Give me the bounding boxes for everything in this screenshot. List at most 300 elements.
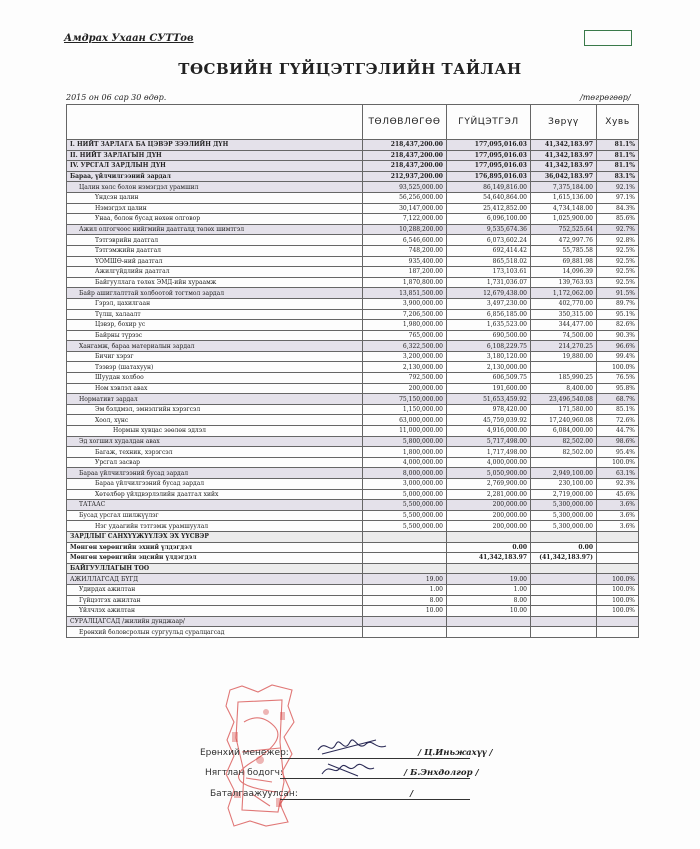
cell-diff: 5,300,000.00 bbox=[531, 510, 597, 521]
currency-unit: /төгрөгөөр/ bbox=[580, 93, 631, 102]
table-row bbox=[67, 563, 639, 574]
cell-actual: 173,103.61 bbox=[447, 267, 531, 278]
cell-diff: 5,300,000.00 bbox=[531, 500, 597, 511]
column-header bbox=[67, 105, 363, 140]
cell-diff bbox=[531, 531, 597, 542]
cell-diff bbox=[531, 616, 597, 627]
cell-label: Унаа, болон бусад нөхөн олговор bbox=[67, 214, 363, 225]
cell-pct: 68.7% bbox=[597, 394, 639, 405]
cell-pct: 85.6% bbox=[597, 214, 639, 225]
table-row bbox=[67, 330, 639, 341]
cell-pct bbox=[597, 542, 639, 553]
cell-actual: 200,000.00 bbox=[447, 500, 531, 511]
cell-plan: 935,400.00 bbox=[363, 256, 447, 267]
cell-pct: 90.3% bbox=[597, 330, 639, 341]
cell-pct: 72.6% bbox=[597, 415, 639, 426]
cell-plan: 5,500,000.00 bbox=[363, 510, 447, 521]
table-row bbox=[67, 404, 639, 415]
cell-label: Ажилгүйдлийн даатгал bbox=[67, 267, 363, 278]
signature-title: Нягтлан бодогч: bbox=[205, 768, 284, 778]
cell-plan: 1,800,000.00 bbox=[363, 447, 447, 458]
cell-plan: 4,000,000.00 bbox=[363, 457, 447, 468]
cell-pct: 81.1% bbox=[597, 150, 639, 161]
cell-actual: 9,535,674.36 bbox=[447, 224, 531, 235]
cell-actual: 41,342,183.97 bbox=[447, 553, 531, 564]
cell-diff bbox=[531, 457, 597, 468]
cell-pct: 100.0% bbox=[597, 574, 639, 585]
cell-label: Нэг удаагийн тэтгэмж урамшуулал bbox=[67, 521, 363, 532]
cell-diff: 19,880.00 bbox=[531, 351, 597, 362]
cell-label: Урсгал засвар bbox=[67, 457, 363, 468]
cell-label: Мөнгөн хөрөнгийн эхний үлдэгдэл bbox=[67, 542, 363, 553]
cell-label: Удирдах ажилтан bbox=[67, 584, 363, 595]
cell-label: Гүйцэтгэх ажилтан bbox=[67, 595, 363, 606]
cell-actual bbox=[447, 531, 531, 542]
budget-table bbox=[66, 104, 639, 638]
cell-label: БАЙГУУЛЛАГЫН ТОО bbox=[67, 563, 363, 574]
cell-pct bbox=[597, 616, 639, 627]
table-row bbox=[67, 267, 639, 278]
cell-actual bbox=[447, 627, 531, 638]
cell-label: Ном хэвлэл авах bbox=[67, 383, 363, 394]
table-row bbox=[67, 362, 639, 373]
cell-plan: 3,900,000.00 bbox=[363, 298, 447, 309]
cell-diff: 139,763.93 bbox=[531, 277, 597, 288]
cell-actual: 6,108,229.75 bbox=[447, 341, 531, 352]
cell-label: Байрны түрээс bbox=[67, 330, 363, 341]
signature-line bbox=[280, 799, 470, 800]
table-row bbox=[67, 341, 639, 352]
cell-diff: 82,502.00 bbox=[531, 447, 597, 458]
cell-label: СУРАЛЦАГСАД /жилийн дунджаар/ bbox=[67, 616, 363, 627]
cell-plan: 212,937,200.00 bbox=[363, 171, 447, 182]
column-header-actual: ГҮЙЦЭТГЭЛ bbox=[447, 105, 531, 140]
cell-plan: 6,546,600.00 bbox=[363, 235, 447, 246]
cell-pct bbox=[597, 531, 639, 542]
cell-pct: 3.6% bbox=[597, 500, 639, 511]
cell-diff: 1,172,062.00 bbox=[531, 288, 597, 299]
cell-actual: 1,635,523.00 bbox=[447, 320, 531, 331]
cell-plan: 63,000,000.00 bbox=[363, 415, 447, 426]
cell-plan bbox=[363, 542, 447, 553]
cell-actual: 4,000,000.00 bbox=[447, 457, 531, 468]
cell-label: Бараа үйлчилгээний бусад зардал bbox=[67, 468, 363, 479]
cell-plan bbox=[363, 553, 447, 564]
cell-pct bbox=[597, 553, 639, 564]
table-row bbox=[67, 224, 639, 235]
cell-actual: 25,412,852.00 bbox=[447, 203, 531, 214]
cell-pct: 91.5% bbox=[597, 288, 639, 299]
cell-label: Цалин хөлс болон нэмэгдэл урамшил bbox=[67, 182, 363, 193]
cell-pct: 82.6% bbox=[597, 320, 639, 331]
cell-diff bbox=[531, 563, 597, 574]
cell-plan: 1,980,000.00 bbox=[363, 320, 447, 331]
cell-diff: 4,734,148.00 bbox=[531, 203, 597, 214]
cell-label: Түлш, халаалт bbox=[67, 309, 363, 320]
cell-label: Ерөнхий боловсролын сургуульд суралцагсад bbox=[67, 627, 363, 638]
cell-actual: 2,769,900.00 bbox=[447, 479, 531, 490]
cell-label: Нормативт зардал bbox=[67, 394, 363, 405]
signature-name: / Б.Энхдолгор / bbox=[404, 768, 479, 778]
cell-diff bbox=[531, 362, 597, 373]
cell-pct: 100.0% bbox=[597, 595, 639, 606]
cell-actual: 978,420.00 bbox=[447, 404, 531, 415]
cell-plan: 30,147,000.00 bbox=[363, 203, 447, 214]
table-row bbox=[67, 235, 639, 246]
table-header-row bbox=[67, 105, 639, 140]
cell-label: АЖИЛЛАГСАД БҮГД bbox=[67, 574, 363, 585]
cell-plan: 5,500,000.00 bbox=[363, 521, 447, 532]
cell-label: ЗАРДЛЫГ САНХҮҮЖҮҮЛЭХ ЭХ ҮҮСВЭР bbox=[67, 531, 363, 542]
column-header-pct: Хувь bbox=[597, 105, 639, 140]
table-row bbox=[67, 489, 639, 500]
cell-label: Хоол, хүнс bbox=[67, 415, 363, 426]
table-row bbox=[67, 447, 639, 458]
cell-label: I. НИЙТ ЗАРЛАГА БА ЦЭВЭР ЗЭЭЛИЙН ДҮН bbox=[67, 140, 363, 151]
cell-plan: 5,800,000.00 bbox=[363, 436, 447, 447]
cell-actual: 200,000.00 bbox=[447, 510, 531, 521]
cell-label: Мөнгөн хөрөнгийн эцсийн үлдэгдэл bbox=[67, 553, 363, 564]
cell-plan bbox=[363, 531, 447, 542]
cell-pct: 92.1% bbox=[597, 182, 639, 193]
table-row bbox=[67, 203, 639, 214]
table-row bbox=[67, 521, 639, 532]
cell-label: Нэмэгдэл цалин bbox=[67, 203, 363, 214]
cell-diff: 41,342,183.97 bbox=[531, 140, 597, 151]
cell-pct: 63.1% bbox=[597, 468, 639, 479]
cell-diff: 14,096.39 bbox=[531, 267, 597, 278]
table-row bbox=[67, 161, 639, 172]
cell-plan bbox=[363, 627, 447, 638]
cell-actual bbox=[447, 563, 531, 574]
cell-actual: 2,281,000.00 bbox=[447, 489, 531, 500]
cell-plan: 187,200.00 bbox=[363, 267, 447, 278]
cell-plan: 218,437,200.00 bbox=[363, 150, 447, 161]
cell-actual: 177,095,016.03 bbox=[447, 150, 531, 161]
table-row bbox=[67, 214, 639, 225]
cell-actual: 3,497,230.00 bbox=[447, 298, 531, 309]
report-title: ТӨСВИЙН ГҮЙЦЭТГЭЛИЙН ТАЙЛАН bbox=[178, 60, 522, 78]
table-row bbox=[67, 500, 639, 511]
cell-label: Бараа үйлчилгээний бусад зардал bbox=[67, 479, 363, 490]
cell-label: Тээвэр (шатахуун) bbox=[67, 362, 363, 373]
cell-pct: 100.0% bbox=[597, 584, 639, 595]
cell-actual: 1,717,498.00 bbox=[447, 447, 531, 458]
cell-label: Шуудан холбоо bbox=[67, 373, 363, 384]
cell-diff: 23,496,540.08 bbox=[531, 394, 597, 405]
table-row bbox=[67, 436, 639, 447]
cell-label: Бусад урсгал шилжүүлэг bbox=[67, 510, 363, 521]
cell-label: Бичиг хэрэг bbox=[67, 351, 363, 362]
cell-actual: 191,600.00 bbox=[447, 383, 531, 394]
table-row bbox=[67, 320, 639, 331]
table-row bbox=[67, 277, 639, 288]
cell-label: ҮОМШӨ-ний даатгал bbox=[67, 256, 363, 267]
cell-pct: 45.6% bbox=[597, 489, 639, 500]
cell-plan: 218,437,200.00 bbox=[363, 140, 447, 151]
cell-diff: 55,785.58 bbox=[531, 245, 597, 256]
cell-pct: 81.1% bbox=[597, 140, 639, 151]
corner-box bbox=[584, 30, 632, 46]
cell-actual: 10.00 bbox=[447, 606, 531, 617]
report-date: 2015 он 06 сар 30 өдөр. bbox=[66, 93, 167, 102]
cell-diff: 344,477.00 bbox=[531, 320, 597, 331]
cell-diff bbox=[531, 627, 597, 638]
cell-label: ТАТААС bbox=[67, 500, 363, 511]
organization-name: Амдрах Ухаан СУТТов bbox=[64, 33, 194, 44]
cell-diff: 230,100.00 bbox=[531, 479, 597, 490]
cell-pct: 85.1% bbox=[597, 404, 639, 415]
cell-label: Үндсэн цалин bbox=[67, 192, 363, 203]
table-row bbox=[67, 627, 639, 638]
signature-name: / Ц.Иньжахүү / bbox=[418, 748, 493, 758]
column-header-diff: Зөрүү bbox=[531, 105, 597, 140]
table-row bbox=[67, 542, 639, 553]
cell-actual bbox=[447, 616, 531, 627]
cell-actual: 54,640,864.00 bbox=[447, 192, 531, 203]
table-row bbox=[67, 298, 639, 309]
table-row bbox=[67, 192, 639, 203]
cell-actual: 606,509.75 bbox=[447, 373, 531, 384]
cell-diff bbox=[531, 606, 597, 617]
cell-diff: 2,949,100.00 bbox=[531, 468, 597, 479]
cell-actual: 692,414.42 bbox=[447, 245, 531, 256]
table-row bbox=[67, 510, 639, 521]
cell-label: Тэтгэмжийн даатгал bbox=[67, 245, 363, 256]
cell-plan: 10,288,200.00 bbox=[363, 224, 447, 235]
cell-label: Эд хогшил худалдан авах bbox=[67, 436, 363, 447]
table-row bbox=[67, 182, 639, 193]
cell-plan: 11,000,000.00 bbox=[363, 426, 447, 437]
cell-pct: 98.6% bbox=[597, 436, 639, 447]
cell-label: Цэвэр, бохир ус bbox=[67, 320, 363, 331]
cell-diff: 41,342,183.97 bbox=[531, 150, 597, 161]
cell-actual: 5,050,900.00 bbox=[447, 468, 531, 479]
cell-actual: 5,717,498.00 bbox=[447, 436, 531, 447]
table-row bbox=[67, 383, 639, 394]
table-row bbox=[67, 531, 639, 542]
cell-actual: 6,073,602.24 bbox=[447, 235, 531, 246]
cell-plan: 2,130,000.00 bbox=[363, 362, 447, 373]
cell-pct: 92.5% bbox=[597, 245, 639, 256]
cell-diff: 752,525.64 bbox=[531, 224, 597, 235]
cell-pct: 95.4% bbox=[597, 447, 639, 458]
cell-label: Хөтөлбөр үйлдвэрлэлийн даатгал хийх bbox=[67, 489, 363, 500]
cell-diff: 36,042,183.97 bbox=[531, 171, 597, 182]
table-row bbox=[67, 351, 639, 362]
cell-label: IV. УРСГАЛ ЗАРДЛЫН ДҮН bbox=[67, 161, 363, 172]
cell-diff: 350,315.00 bbox=[531, 309, 597, 320]
cell-label: Багаж, техник, хэрэгсэл bbox=[67, 447, 363, 458]
cell-label: Ажил олгогчоос нийгмийн даатгалд төлөх шимтгэл bbox=[67, 224, 363, 235]
cell-actual: 1,731,036.07 bbox=[447, 277, 531, 288]
cell-pct: 44.7% bbox=[597, 426, 639, 437]
cell-diff: 69,881.98 bbox=[531, 256, 597, 267]
cell-pct: 92.7% bbox=[597, 224, 639, 235]
handwritten-signature bbox=[318, 758, 398, 782]
cell-diff: 2,719,000.00 bbox=[531, 489, 597, 500]
cell-pct: 83.1% bbox=[597, 171, 639, 182]
cell-plan: 5,500,000.00 bbox=[363, 500, 447, 511]
cell-plan: 8.00 bbox=[363, 595, 447, 606]
cell-plan: 1,150,000.00 bbox=[363, 404, 447, 415]
column-header-plan: ТӨЛӨВЛӨГӨӨ bbox=[363, 105, 447, 140]
cell-plan: 13,851,500.00 bbox=[363, 288, 447, 299]
cell-pct: 97.1% bbox=[597, 192, 639, 203]
table-row bbox=[67, 479, 639, 490]
cell-diff: 185,990.25 bbox=[531, 373, 597, 384]
table-row bbox=[67, 140, 639, 151]
cell-actual: 176,895,016.03 bbox=[447, 171, 531, 182]
cell-plan: 765,000.00 bbox=[363, 330, 447, 341]
signature-title: Ерөнхий менежер: bbox=[200, 748, 289, 758]
cell-diff: 5,300,000.00 bbox=[531, 521, 597, 532]
cell-pct: 95.1% bbox=[597, 309, 639, 320]
cell-actual: 177,095,016.03 bbox=[447, 140, 531, 151]
cell-diff: 82,502.00 bbox=[531, 436, 597, 447]
cell-plan: 8,000,000.00 bbox=[363, 468, 447, 479]
cell-pct: 92.5% bbox=[597, 267, 639, 278]
cell-actual: 6,096,100.00 bbox=[447, 214, 531, 225]
cell-plan: 75,150,000.00 bbox=[363, 394, 447, 405]
cell-actual: 4,916,000.00 bbox=[447, 426, 531, 437]
cell-pct: 92.8% bbox=[597, 235, 639, 246]
cell-diff: 17,240,960.08 bbox=[531, 415, 597, 426]
cell-plan: 10.00 bbox=[363, 606, 447, 617]
cell-actual: 1.00 bbox=[447, 584, 531, 595]
cell-plan: 19.00 bbox=[363, 574, 447, 585]
cell-diff: 6,084,000.00 bbox=[531, 426, 597, 437]
cell-label: II. НИЙТ ЗАРЛАГЫН ДҮН bbox=[67, 150, 363, 161]
cell-pct: 100.0% bbox=[597, 606, 639, 617]
cell-pct: 89.7% bbox=[597, 298, 639, 309]
cell-pct: 76.5% bbox=[597, 373, 639, 384]
table-row bbox=[67, 426, 639, 437]
cell-label: Бараа, үйлчилгээний зардал bbox=[67, 171, 363, 182]
signature-title: Баталгаажуулсан: bbox=[210, 789, 298, 799]
cell-actual: 8.00 bbox=[447, 595, 531, 606]
cell-diff: (41,342,183.97) bbox=[531, 553, 597, 564]
cell-diff bbox=[531, 584, 597, 595]
table-row bbox=[67, 150, 639, 161]
cell-diff: 214,270.25 bbox=[531, 341, 597, 352]
cell-actual: 3,180,120.00 bbox=[447, 351, 531, 362]
cell-diff: 0.00 bbox=[531, 542, 597, 553]
cell-pct bbox=[597, 563, 639, 574]
cell-diff bbox=[531, 574, 597, 585]
cell-plan: 200,000.00 bbox=[363, 383, 447, 394]
cell-label: Нормын хувцас зөөлөн эдлэл bbox=[67, 426, 363, 437]
cell-label: Байгууллага төлөх ЭМД-ийн хураамж bbox=[67, 277, 363, 288]
cell-plan: 93,525,000.00 bbox=[363, 182, 447, 193]
table-row bbox=[67, 595, 639, 606]
cell-plan: 6,322,500.00 bbox=[363, 341, 447, 352]
table-row bbox=[67, 309, 639, 320]
cell-actual: 690,500.00 bbox=[447, 330, 531, 341]
table-row bbox=[67, 171, 639, 182]
cell-pct: 84.3% bbox=[597, 203, 639, 214]
table-row bbox=[67, 394, 639, 405]
cell-diff: 171,580.00 bbox=[531, 404, 597, 415]
cell-pct: 96.6% bbox=[597, 341, 639, 352]
table-row bbox=[67, 256, 639, 267]
cell-actual: 45,759,039.92 bbox=[447, 415, 531, 426]
cell-plan: 1,870,800.00 bbox=[363, 277, 447, 288]
cell-diff: 74,500.00 bbox=[531, 330, 597, 341]
cell-plan: 7,122,000.00 bbox=[363, 214, 447, 225]
cell-diff: 8,400.00 bbox=[531, 383, 597, 394]
table-row bbox=[67, 373, 639, 384]
cell-plan: 3,200,000.00 bbox=[363, 351, 447, 362]
cell-actual: 865,518.02 bbox=[447, 256, 531, 267]
cell-plan: 56,256,000.00 bbox=[363, 192, 447, 203]
signature-name: / bbox=[410, 789, 414, 799]
cell-pct: 100.0% bbox=[597, 457, 639, 468]
cell-pct: 95.8% bbox=[597, 383, 639, 394]
cell-diff: 1,615,136.00 bbox=[531, 192, 597, 203]
cell-pct: 92.3% bbox=[597, 479, 639, 490]
cell-plan bbox=[363, 616, 447, 627]
table-row bbox=[67, 606, 639, 617]
cell-actual: 12,679,438.00 bbox=[447, 288, 531, 299]
cell-plan: 7,206,500.00 bbox=[363, 309, 447, 320]
cell-actual: 0.00 bbox=[447, 542, 531, 553]
cell-pct: 92.5% bbox=[597, 256, 639, 267]
table-row bbox=[67, 574, 639, 585]
cell-pct: 100.0% bbox=[597, 362, 639, 373]
cell-pct: 81.1% bbox=[597, 161, 639, 172]
cell-plan: 792,500.00 bbox=[363, 373, 447, 384]
table-row bbox=[67, 584, 639, 595]
cell-diff: 1,025,900.00 bbox=[531, 214, 597, 225]
cell-pct: 92.5% bbox=[597, 277, 639, 288]
cell-actual: 19.00 bbox=[447, 574, 531, 585]
cell-diff: 41,342,183.97 bbox=[531, 161, 597, 172]
cell-plan: 3,000,000.00 bbox=[363, 479, 447, 490]
cell-label: Хангамж, бараа материалын зардал bbox=[67, 341, 363, 352]
handwritten-signature bbox=[316, 736, 396, 760]
table-row bbox=[67, 553, 639, 564]
cell-actual: 51,653,459.92 bbox=[447, 394, 531, 405]
table-row bbox=[67, 468, 639, 479]
cell-pct: 3.6% bbox=[597, 510, 639, 521]
cell-plan: 218,437,200.00 bbox=[363, 161, 447, 172]
cell-plan bbox=[363, 563, 447, 574]
table-row bbox=[67, 245, 639, 256]
cell-label: Эм бэлдмэл, эмнэлгийн хэрэгсэл bbox=[67, 404, 363, 415]
cell-label: Байр ашиглалттай холбоотой тогтмол зардал bbox=[67, 288, 363, 299]
cell-label: Тэтгэврийн даатгал bbox=[67, 235, 363, 246]
table-row bbox=[67, 457, 639, 468]
cell-diff: 472,997.76 bbox=[531, 235, 597, 246]
cell-plan: 1.00 bbox=[363, 584, 447, 595]
cell-pct bbox=[597, 627, 639, 638]
cell-actual: 86,149,816.00 bbox=[447, 182, 531, 193]
cell-diff: 402,770.00 bbox=[531, 298, 597, 309]
cell-pct: 3.6% bbox=[597, 521, 639, 532]
cell-label: Гэрэл, цахилгаан bbox=[67, 298, 363, 309]
cell-label: Үйлчлэх ажилтан bbox=[67, 606, 363, 617]
table-row bbox=[67, 288, 639, 299]
cell-actual: 6,856,185.00 bbox=[447, 309, 531, 320]
cell-plan: 5,000,000.00 bbox=[363, 489, 447, 500]
cell-diff: 7,375,184.00 bbox=[531, 182, 597, 193]
table-body bbox=[67, 140, 639, 638]
cell-actual: 2,130,000.00 bbox=[447, 362, 531, 373]
cell-actual: 200,000.00 bbox=[447, 521, 531, 532]
cell-diff bbox=[531, 595, 597, 606]
cell-pct: 99.4% bbox=[597, 351, 639, 362]
